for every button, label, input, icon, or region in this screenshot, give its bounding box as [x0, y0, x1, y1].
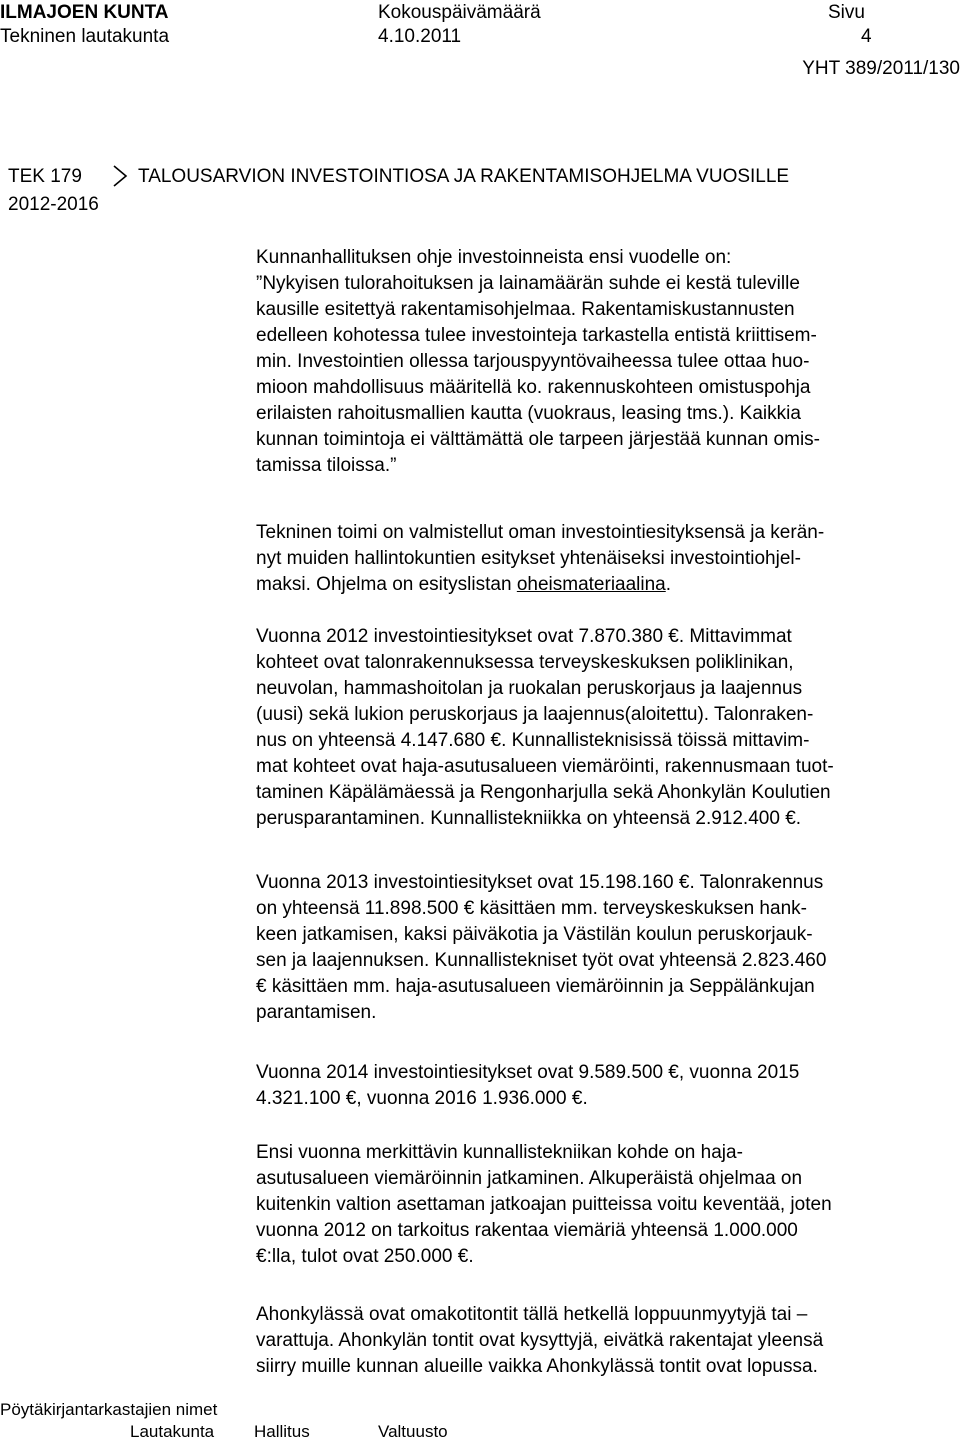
- text-line: kausille esitettyä rakentamisohjelmaa. Rakentamiskustannusten: [256, 299, 795, 320]
- paragraph-instructions: [256, 245, 960, 479]
- text-line: asutusalueen viemäröinnin jatkaminen. Alkuperäistä ohjelmaa on: [256, 1168, 803, 1189]
- text-line: siirry muille kunnan alueille vaikka Ahonkylässä tontit ovat lopussa.: [256, 1356, 818, 1377]
- text-segment: maksi. Ohjelma on esityslistan: [256, 574, 517, 595]
- paragraph-ahonkyla: [256, 1302, 960, 1380]
- text-line: Vuonna 2013 investointiesitykset ovat 15.198.160 €. Talonrakennus: [256, 872, 824, 893]
- text-line: €:lla, tulot ovat 250.000 €.: [256, 1246, 474, 1267]
- text-line: mioon mahdollisuus määritellä ko. rakennuskohteen omistuspohja: [256, 377, 811, 398]
- text-line: (uusi) sekä lukion peruskorjaus ja laajennus(aloitettu). Talonraken-: [256, 704, 814, 725]
- text-line: [256, 572, 960, 598]
- page-label: Sivu: [828, 2, 865, 23]
- text-line: tamissa tiloissa.”: [256, 455, 397, 476]
- text-line: neuvolan, hammashoitolan ja ruokalan peruskorjaus ja laajennus: [256, 678, 803, 699]
- text-line: Ahonkylässä ovat omakotitontit tällä hetkellä loppuunmyytyjä tai –: [256, 1304, 808, 1325]
- paragraph-2013: [256, 870, 960, 1026]
- text-segment: .: [665, 574, 672, 595]
- section-code: TEK 179: [8, 166, 82, 187]
- reference-number: YHT 389/2011/130: [802, 58, 960, 79]
- footer-column-hallitus: Hallitus: [254, 1422, 310, 1441]
- text-line: nyt muiden hallintokuntien esitykset yhtenäiseksi investointiohjel-: [256, 548, 801, 569]
- paragraph-mark-icon: [112, 164, 130, 188]
- text-line: parantamisen.: [256, 1002, 377, 1023]
- section-title-line1: TALOUSARVION INVESTOINTIOSA JA RAKENTAMISOHJELMA VUOSILLE: [138, 166, 790, 187]
- text-line: varattuja. Ahonkylän tontit ovat kysyttyjä, eivätkä rakentajat yleensä: [256, 1330, 824, 1351]
- paragraph-2012: [256, 624, 960, 832]
- text-line: kohteet ovat talonrakennuksessa terveyskeskuksen poliklinikan,: [256, 652, 794, 673]
- footer-column-lautakunta: Lautakunta: [130, 1422, 215, 1441]
- attachment-link[interactable]: oheismateriaalina: [516, 574, 666, 595]
- text-line: vuonna 2012 on tarkoitus rakentaa viemäriä yhteensä 1.000.000: [256, 1220, 798, 1241]
- text-line: min. Investointien ollessa tarjouspyyntövaiheessa tulee ottaa huo-: [256, 351, 810, 372]
- text-line: keen jatkamisen, kaksi päiväkotia ja Västilän koulun peruskorjauk-: [256, 924, 813, 945]
- text-line: Vuonna 2012 investointiesitykset ovat 7.870.380 €. Mittavimmat: [256, 626, 792, 647]
- footer-label: Pöytäkirjantarkastajien nimet: [0, 1400, 218, 1419]
- paragraph-2014-2016: [256, 1060, 960, 1112]
- text-line: Ensi vuonna merkittävin kunnallistekniikan kohde on haja-: [256, 1142, 743, 1163]
- text-line: Tekninen toimi on valmistellut oman investointiesityksensä ja kerän-: [256, 522, 825, 543]
- text-line: nus on yhteensä 4.147.680 €. Kunnallisteknisissä töissä mittavim-: [256, 730, 810, 751]
- text-line: edelleen kohotessa tulee investointeja tarkastella entistä kriittisem-: [256, 325, 817, 346]
- text-line: erilaisten rahoitusmallien kautta (vuokraus, leasing tms.). Kaikkia: [256, 403, 801, 424]
- footer-column-valtuusto: Valtuusto: [378, 1422, 448, 1441]
- municipality-name: ILMAJOEN KUNTA: [0, 2, 169, 23]
- text-line: ”Nykyisen tulorahoituksen ja lainamäärän suhde ei kestä tuleville: [256, 273, 800, 294]
- text-line: perusparantaminen. Kunnallistekniikka on yhteensä 2.912.400 €.: [256, 808, 802, 829]
- meeting-date-label: Kokouspäivämäärä: [378, 2, 541, 23]
- paragraph-sewerage: [256, 1140, 960, 1270]
- text-line: sen ja laajennuksen. Kunnallistekniset työt ovat yhteensä 2.823.460: [256, 950, 827, 971]
- section-title-line2: 2012-2016: [8, 194, 99, 215]
- text-line: mat kohteet ovat haja-asutusalueen viemäröinti, rakennusmaan tuot-: [256, 756, 834, 777]
- text-line: taminen Käpälämäessä ja Rengonharjulla sekä Ahonkylän Koulutien: [256, 782, 831, 803]
- committee-name: Tekninen lautakunta: [0, 26, 170, 47]
- paragraph-preparation: [256, 520, 960, 598]
- text-line: Kunnanhallituksen ohje investoinneista ensi vuodelle on:: [256, 247, 732, 268]
- text-line: kuitenkin valtion asettaman jatkoajan puitteissa voitu keventää, joten: [256, 1194, 832, 1215]
- text-line: 4.321.100 €, vuonna 2016 1.936.000 €.: [256, 1088, 588, 1109]
- page-number: 4: [861, 26, 872, 47]
- text-line: € käsittäen mm. haja-asutusalueen viemäröinnin ja Seppälänkujan: [256, 976, 815, 997]
- text-line: kunnan toimintoja ei välttämättä ole tarpeen järjestää kunnan omis-: [256, 429, 820, 450]
- meeting-date: 4.10.2011: [378, 26, 462, 47]
- text-line: Vuonna 2014 investointiesitykset ovat 9.589.500 €, vuonna 2015: [256, 1062, 800, 1083]
- text-line: on yhteensä 11.898.500 € käsittäen mm. terveyskeskuksen hank-: [256, 898, 807, 919]
